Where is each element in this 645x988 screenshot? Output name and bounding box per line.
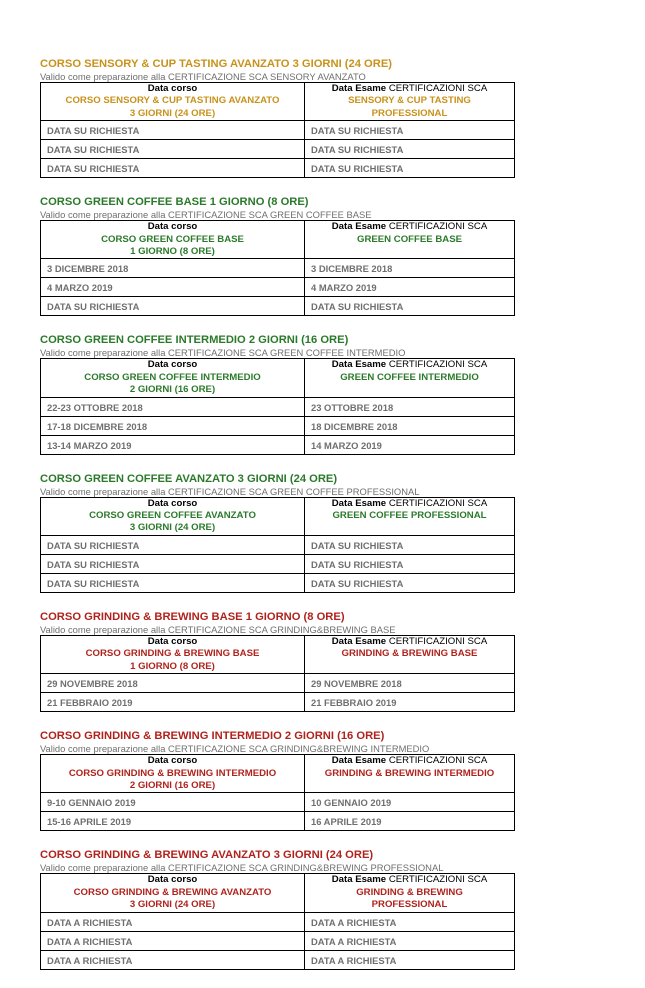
date-text: DATA A RICHIESTA <box>47 954 133 966</box>
course-name-line: 1 GIORNO (8 ORE) <box>130 660 215 672</box>
exam-date-cell <box>305 535 515 554</box>
table-header-row <box>41 755 515 793</box>
course-date-label: Data corso <box>147 635 198 647</box>
section-title: CORSO SENSORY & CUP TASTING AVANZATO 3 GIORNI (24 ORE) <box>40 58 393 70</box>
exam-date-label: Data Esame <box>331 755 387 767</box>
date-text: 14 MARZO 2019 <box>311 439 382 451</box>
exam-date-label: Data Esame <box>331 83 387 94</box>
course-date-header <box>41 359 305 397</box>
course-date-label: Data corso <box>147 221 198 233</box>
table-row <box>41 573 515 592</box>
section-title: CORSO GREEN COFFEE AVANZATO 3 GIORNI (24 ORE) <box>40 472 338 485</box>
date-text: 9-10 GENNAIO 2019 <box>47 797 136 809</box>
table-row <box>41 397 515 416</box>
table-header-row <box>41 497 515 535</box>
exam-date-label: Data Esame <box>331 359 387 371</box>
date-text: 10 GENNAIO 2019 <box>311 797 392 809</box>
date-text: 13-14 MARZO 2019 <box>47 439 132 451</box>
table-header-row <box>41 359 515 397</box>
table-header-row <box>41 635 515 673</box>
course-name-line: 2 GIORNI (16 ORE) <box>129 779 216 791</box>
course-date-cell <box>41 793 305 812</box>
course-section <box>40 611 515 712</box>
exam-date-label-line <box>307 221 512 233</box>
date-text: 3 DICEMBRE 2018 <box>311 263 393 275</box>
date-text: 4 MARZO 2019 <box>47 282 113 294</box>
date-text: 23 OTTOBRE 2018 <box>311 401 394 413</box>
certification-label: CERTIFICAZIONI SCA <box>388 359 488 371</box>
date-text: DATA SU RICHIESTA <box>47 163 140 175</box>
certification-name-line: PROFESSIONAL <box>371 107 448 119</box>
exam-date-cell <box>305 435 515 454</box>
date-text: DATA A RICHIESTA <box>311 954 397 966</box>
course-name-line: CORSO GRINDING & BREWING INTERMEDIO <box>68 767 277 779</box>
section-subtitle: Valido come preparazione alla CERTIFICAZIONE SCA GRINDING&BREWING INTERMEDIO <box>40 743 430 755</box>
exam-date-cell <box>305 416 515 435</box>
schedule-table <box>40 358 515 454</box>
table-row <box>41 554 515 573</box>
exam-date-cell <box>305 140 515 159</box>
table-row <box>41 278 515 297</box>
course-name-line: 3 GIORNI (24 ORE) <box>129 107 216 119</box>
course-date-cell <box>41 435 305 454</box>
schedule-table <box>40 82 515 178</box>
certification-label: CERTIFICAZIONI SCA <box>388 755 488 767</box>
date-text: DATA SU RICHIESTA <box>311 163 404 175</box>
table-row <box>41 140 515 159</box>
course-section <box>40 334 515 454</box>
table-row <box>41 674 515 693</box>
exam-date-label: Data Esame <box>331 221 387 233</box>
date-text: 29 NOVEMBRE 2018 <box>311 678 402 690</box>
date-text: 16 APRILE 2019 <box>311 816 382 828</box>
certification-label: CERTIFICAZIONI SCA <box>388 874 488 886</box>
course-section <box>40 58 515 178</box>
course-name-line: 1 GIORNO (8 ORE) <box>130 246 215 258</box>
course-date-cell <box>41 278 305 297</box>
course-date-label: Data corso <box>147 755 198 767</box>
table-row <box>41 950 515 969</box>
exam-date-cell <box>305 674 515 693</box>
exam-date-cell <box>305 397 515 416</box>
certification-name-line: GREEN COFFEE PROFESSIONAL <box>332 510 487 522</box>
exam-date-cell <box>305 259 515 278</box>
date-text: 21 FEBBRAIO 2019 <box>311 697 397 709</box>
schedule-table <box>40 497 515 593</box>
course-section <box>40 730 515 831</box>
course-date-header <box>41 635 305 673</box>
course-section <box>40 849 515 969</box>
course-date-cell <box>41 397 305 416</box>
course-date-cell <box>41 159 305 178</box>
course-date-cell <box>41 416 305 435</box>
exam-date-label: Data Esame <box>331 635 387 647</box>
exam-date-cell <box>305 693 515 712</box>
date-text: DATA SU RICHIESTA <box>311 301 404 313</box>
exam-date-label-line <box>307 636 512 648</box>
date-text: 15-16 APRILE 2019 <box>47 816 132 828</box>
course-name-line: 3 GIORNI (24 ORE) <box>129 899 216 911</box>
course-date-header <box>41 755 305 793</box>
table-row <box>41 812 515 831</box>
certification-name-line: GRINDING & BREWING <box>356 886 463 898</box>
table-row <box>41 693 515 712</box>
course-date-cell <box>41 931 305 950</box>
table-header-row <box>41 83 515 121</box>
certification-name-line: GREEN COFFEE BASE <box>356 233 462 245</box>
certification-name-line: PROFESSIONAL <box>371 899 448 911</box>
date-text: 4 MARZO 2019 <box>311 282 377 294</box>
date-text: 18 DICEMBRE 2018 <box>311 420 398 432</box>
date-text: 29 NOVEMBRE 2018 <box>47 678 138 690</box>
course-date-cell <box>41 259 305 278</box>
section-subtitle: Valido come preparazione alla CERTIFICAZIONE SCA GRINDING&BREWING BASE <box>40 623 396 635</box>
course-date-cell <box>41 693 305 712</box>
date-text: DATA A RICHIESTA <box>47 916 133 928</box>
course-section <box>40 196 515 316</box>
course-date-label: Data corso <box>147 874 198 886</box>
date-text: DATA SU RICHIESTA <box>311 539 404 551</box>
exam-date-label-line <box>307 874 512 886</box>
date-text: DATA A RICHIESTA <box>47 935 133 947</box>
course-date-cell <box>41 554 305 573</box>
course-name-line: 2 GIORNI (16 ORE) <box>129 384 216 396</box>
course-date-label: Data corso <box>147 497 198 509</box>
date-text: DATA SU RICHIESTA <box>47 144 140 156</box>
exam-date-label-line <box>307 359 512 371</box>
course-name-line: CORSO GRINDING & BREWING AVANZATO <box>73 886 272 898</box>
table-row <box>41 912 515 931</box>
table-row <box>41 416 515 435</box>
exam-date-header <box>305 221 515 259</box>
schedule-table <box>40 635 515 712</box>
course-section <box>40 473 515 593</box>
exam-date-header <box>305 497 515 535</box>
exam-date-cell <box>305 931 515 950</box>
course-date-cell <box>41 535 305 554</box>
schedule-table <box>40 754 515 831</box>
section-title: CORSO GRINDING & BREWING AVANZATO 3 GIORNI (24 ORE) <box>40 849 374 862</box>
course-date-cell <box>41 950 305 969</box>
course-schedule-document <box>40 58 515 988</box>
date-text: 21 FEBBRAIO 2019 <box>47 697 133 709</box>
course-name-line: CORSO GREEN COFFEE INTERMEDIO <box>84 371 261 383</box>
course-date-cell <box>41 674 305 693</box>
exam-date-header <box>305 755 515 793</box>
certification-name-line: GRINDING & BREWING BASE <box>341 648 478 660</box>
exam-date-label: Data Esame <box>331 497 387 509</box>
course-date-header <box>41 83 305 121</box>
section-title: CORSO GRINDING & BREWING INTERMEDIO 2 GIORNI (16 ORE) <box>40 730 385 743</box>
exam-date-cell <box>305 278 515 297</box>
date-text: DATA SU RICHIESTA <box>311 125 404 137</box>
exam-date-label-line <box>307 755 512 767</box>
course-name-line: 3 GIORNI (24 ORE) <box>129 522 216 534</box>
date-text: 3 DICEMBRE 2018 <box>47 263 129 275</box>
table-row <box>41 121 515 140</box>
schedule-table <box>40 873 515 969</box>
section-subtitle: Valido come preparazione alla CERTIFICAZIONE SCA SENSORY AVANZATO <box>40 71 366 82</box>
exam-date-cell <box>305 912 515 931</box>
date-text: DATA A RICHIESTA <box>311 916 397 928</box>
course-date-header <box>41 497 305 535</box>
section-subtitle: Valido come preparazione alla CERTIFICAZIONE SCA GREEN COFFEE PROFESSIONAL <box>40 485 420 497</box>
date-text: 22-23 OTTOBRE 2018 <box>47 401 143 413</box>
date-text: DATA SU RICHIESTA <box>311 144 404 156</box>
table-header-row <box>41 874 515 912</box>
section-subtitle: Valido come preparazione alla CERTIFICAZIONE SCA GREEN COFFEE INTERMEDIO <box>40 347 406 359</box>
exam-date-cell <box>305 297 515 316</box>
date-text: DATA SU RICHIESTA <box>47 577 140 589</box>
exam-date-label: Data Esame <box>331 874 387 886</box>
course-date-cell <box>41 297 305 316</box>
certification-name-line: GREEN COFFEE INTERMEDIO <box>340 371 479 383</box>
certification-label: CERTIFICAZIONI SCA <box>388 635 488 647</box>
section-subtitle: Valido come preparazione alla CERTIFICAZIONE SCA GRINDING&BREWING PROFESSIONAL <box>40 862 444 874</box>
exam-date-cell <box>305 159 515 178</box>
course-date-label: Data corso <box>147 359 198 371</box>
table-row <box>41 297 515 316</box>
date-text: DATA SU RICHIESTA <box>47 558 140 570</box>
schedule-table <box>40 220 515 316</box>
table-row <box>41 159 515 178</box>
course-date-cell <box>41 140 305 159</box>
section-title: CORSO GREEN COFFEE INTERMEDIO 2 GIORNI (16 ORE) <box>40 334 349 347</box>
exam-date-cell <box>305 812 515 831</box>
exam-date-header <box>305 83 515 121</box>
table-row <box>41 535 515 554</box>
exam-date-header <box>305 359 515 397</box>
date-text: DATA SU RICHIESTA <box>311 558 404 570</box>
date-text: DATA SU RICHIESTA <box>47 301 140 313</box>
course-name-line: CORSO GRINDING & BREWING BASE <box>85 648 260 660</box>
section-subtitle: Valido come preparazione alla CERTIFICAZIONE SCA GREEN COFFEE BASE <box>40 209 372 221</box>
section-title: CORSO GREEN COFFEE BASE 1 GIORNO (8 ORE) <box>40 196 309 209</box>
date-text: 17-18 DICEMBRE 2018 <box>47 420 148 432</box>
exam-date-cell <box>305 554 515 573</box>
course-date-cell <box>41 121 305 140</box>
date-text: DATA SU RICHIESTA <box>47 125 140 137</box>
date-text: DATA SU RICHIESTA <box>311 577 404 589</box>
table-row <box>41 259 515 278</box>
course-date-label: Data corso <box>147 83 198 94</box>
exam-date-cell <box>305 121 515 140</box>
certification-label: CERTIFICAZIONI SCA <box>388 83 488 94</box>
exam-date-header <box>305 874 515 912</box>
course-name-line: CORSO GREEN COFFEE BASE <box>101 233 244 245</box>
exam-date-cell <box>305 793 515 812</box>
exam-date-label-line <box>307 498 512 510</box>
course-date-cell <box>41 812 305 831</box>
certification-name-line: SENSORY & CUP TASTING <box>348 95 471 107</box>
table-row <box>41 435 515 454</box>
date-text: DATA SU RICHIESTA <box>47 539 140 551</box>
exam-date-label-line <box>307 83 512 95</box>
exam-date-cell <box>305 950 515 969</box>
course-date-header <box>41 874 305 912</box>
date-text: DATA A RICHIESTA <box>311 935 397 947</box>
course-date-header <box>41 221 305 259</box>
table-row <box>41 793 515 812</box>
section-title: CORSO GRINDING & BREWING BASE 1 GIORNO (8 ORE) <box>40 610 345 623</box>
exam-date-cell <box>305 573 515 592</box>
certification-name-line: GRINDING & BREWING INTERMEDIO <box>324 767 495 779</box>
course-name-line: CORSO GREEN COFFEE AVANZATO <box>89 510 256 522</box>
certification-label: CERTIFICAZIONI SCA <box>388 221 488 233</box>
course-date-cell <box>41 573 305 592</box>
certification-label: CERTIFICAZIONI SCA <box>388 497 488 509</box>
table-row <box>41 931 515 950</box>
course-name-line: CORSO SENSORY & CUP TASTING AVANZATO <box>65 95 280 107</box>
exam-date-header <box>305 635 515 673</box>
table-header-row <box>41 221 515 259</box>
course-date-cell <box>41 912 305 931</box>
